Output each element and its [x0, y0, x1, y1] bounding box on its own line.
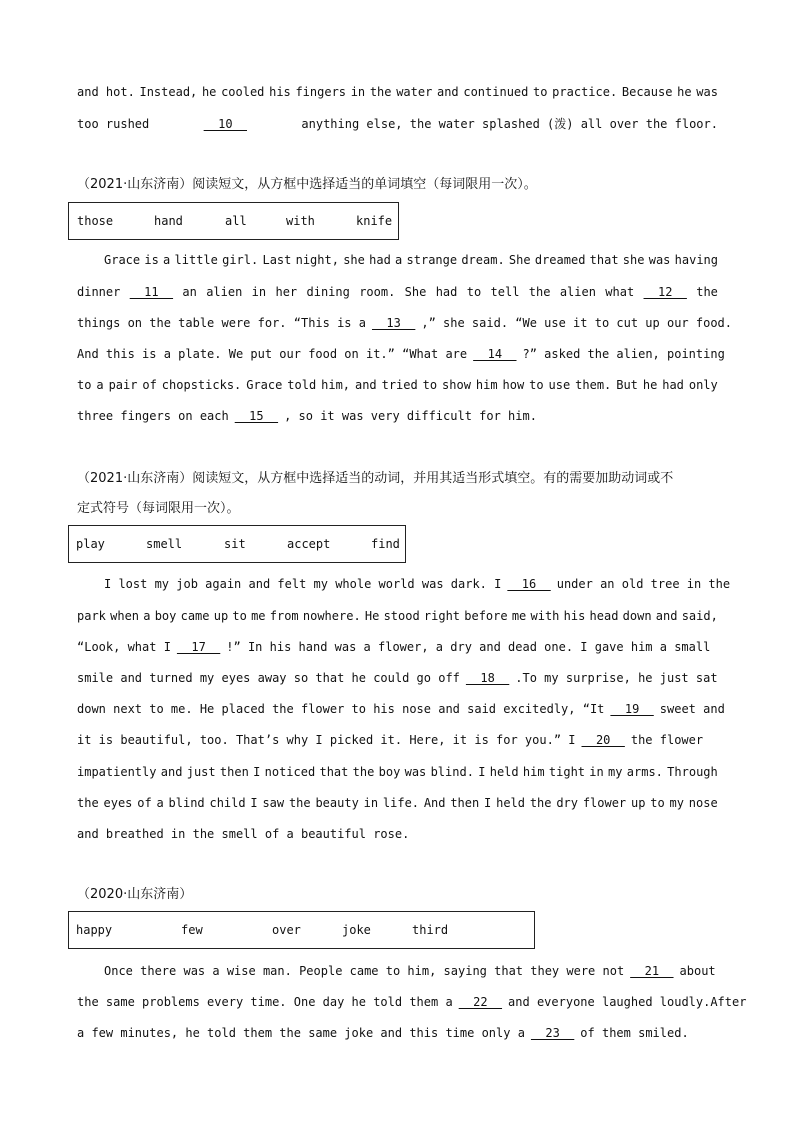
word-option: sit — [224, 537, 246, 551]
word: up — [630, 796, 646, 810]
passage-line — [77, 252, 718, 268]
word: before — [464, 609, 508, 623]
word: my — [669, 796, 684, 810]
word: me — [511, 609, 527, 623]
blank-16[interactable]: 16 — [507, 577, 551, 591]
word: Instead, — [139, 85, 198, 99]
word: tight — [548, 765, 586, 779]
word: right — [423, 609, 461, 623]
word: nose — [688, 796, 718, 810]
blank-19[interactable]: 19 — [610, 702, 654, 716]
word: in — [363, 796, 379, 810]
word: was — [404, 765, 427, 779]
word: I — [250, 796, 258, 810]
word: with — [530, 609, 560, 623]
word: He — [364, 609, 380, 623]
word: room. — [359, 285, 396, 299]
word: and — [436, 85, 459, 99]
word: girl. — [222, 253, 259, 267]
word: a — [395, 253, 403, 267]
word-option: smell — [146, 537, 183, 551]
word: saw — [262, 796, 285, 810]
word: then — [450, 796, 480, 810]
word: he — [642, 378, 658, 392]
word: a — [156, 796, 164, 810]
passage-line: the same problems every time. One day he told them a 22 and everyone laughed loudly.After — [77, 995, 747, 1009]
word-box — [68, 911, 535, 949]
word-option: with — [286, 214, 315, 228]
word: dining — [306, 285, 350, 299]
word: a — [143, 609, 151, 623]
word: and — [655, 609, 678, 623]
word: him, — [321, 378, 351, 392]
word: cooled — [221, 85, 265, 99]
word: of — [142, 378, 157, 392]
word: She — [404, 285, 427, 299]
word-option: joke — [342, 923, 371, 937]
word-option: accept — [287, 537, 331, 551]
word: eyes — [103, 796, 133, 810]
word: chopsticks. — [161, 378, 242, 392]
word: the — [352, 765, 375, 779]
word: tried — [381, 378, 418, 392]
passage-line: three fingers on each 15 , so it was very difficult for him. — [77, 409, 537, 423]
word-option: few — [181, 923, 203, 937]
word: his — [269, 85, 291, 99]
word: noticed — [264, 765, 316, 779]
word: She — [508, 253, 531, 267]
passage-line: and breathed in the smell of a beautiful rose. — [77, 827, 410, 841]
word: and hot. — [77, 85, 135, 99]
word: to — [422, 378, 438, 392]
word: the — [696, 285, 718, 299]
word: the — [529, 796, 552, 810]
word: when — [110, 609, 140, 623]
word: beauty — [315, 796, 359, 810]
word: pair — [108, 378, 138, 392]
word: me — [251, 609, 266, 623]
word: him — [522, 765, 545, 779]
word: dream. — [461, 253, 505, 267]
word: held — [496, 796, 525, 810]
word: that — [589, 253, 619, 267]
blank-12[interactable]: 12 — [643, 285, 687, 299]
word: came — [180, 609, 210, 623]
blank-13[interactable]: 13 — [371, 316, 416, 330]
word-option: those — [77, 214, 114, 228]
passage-line — [77, 84, 718, 100]
word: just — [186, 765, 216, 779]
word: to — [650, 796, 665, 810]
word: tell — [490, 285, 520, 299]
word: she — [343, 253, 365, 267]
word-option: happy — [76, 923, 113, 937]
word: dry — [556, 796, 578, 810]
passage-line — [77, 795, 718, 811]
word: said, — [681, 609, 718, 623]
word: a — [96, 378, 104, 392]
word: I — [478, 765, 486, 779]
word: to — [529, 378, 544, 392]
word: what — [605, 285, 635, 299]
word: from — [269, 609, 299, 623]
word: flower — [582, 796, 627, 810]
section-heading: （2021·山东济南）阅读短文，从方框中选择适当的动词，并用其适当形式填空。有的需要加助动词或不 — [77, 471, 674, 486]
word: dreamed — [534, 253, 586, 267]
passage-line: I lost my job again and felt my whole world was dark. I 16 under an old tree in the — [104, 577, 731, 591]
section-heading: 定式符号（每词限用一次）。 — [77, 501, 240, 516]
passage-line — [77, 608, 718, 624]
word: fingers — [295, 85, 347, 99]
word: Last — [262, 253, 292, 267]
section-heading: （2020·山东济南） — [77, 887, 193, 902]
word: park — [77, 609, 106, 623]
blank-11[interactable]: 11 — [129, 285, 174, 299]
word: Through — [667, 765, 718, 779]
word: that — [319, 765, 349, 779]
word: them. — [575, 378, 612, 392]
word: a — [163, 253, 171, 267]
word: to — [77, 378, 92, 392]
word: alien — [559, 285, 596, 299]
word: life. — [382, 796, 420, 810]
word: his — [563, 609, 586, 623]
word: blind. — [430, 765, 474, 779]
word: in — [589, 765, 604, 779]
word: And — [423, 796, 446, 810]
blank-17[interactable]: 17 — [176, 640, 221, 654]
word: boy — [378, 765, 401, 779]
word: was — [696, 85, 718, 99]
word: is — [144, 253, 159, 267]
word: impatiently — [77, 765, 157, 779]
word-option: over — [272, 923, 301, 937]
word: and — [160, 765, 183, 779]
blank-18[interactable]: 18 — [465, 671, 510, 685]
word: alien — [206, 285, 243, 299]
word: little — [174, 253, 218, 267]
passage-line — [77, 377, 718, 393]
word: told — [287, 378, 317, 392]
word: had — [662, 378, 684, 392]
word: in — [251, 285, 267, 299]
word: night, — [295, 253, 339, 267]
passage-line: down next to me. He placed the flower to his nose and said excitedly, “It 19 sweet and — [77, 702, 725, 716]
word: to — [533, 85, 548, 99]
word: head — [589, 609, 619, 623]
word: the — [77, 796, 99, 810]
word: in — [350, 85, 366, 99]
passage-line: too rushed 10 anything else, the water splashed (泼) all over the floor. — [77, 117, 718, 131]
word: the — [369, 85, 392, 99]
word: how — [502, 378, 525, 392]
word: down — [622, 609, 652, 623]
word: But — [616, 378, 638, 392]
word: blind — [168, 796, 205, 810]
word: an — [182, 285, 197, 299]
word-box — [68, 202, 399, 240]
blank-14[interactable]: 14 — [473, 347, 517, 361]
word: child — [209, 796, 246, 810]
word: boy — [154, 609, 177, 623]
word: to — [466, 285, 482, 299]
word: only — [688, 378, 718, 392]
section-heading: （2021·山东济南）阅读短文，从方框中选择适当的单词填空（每词限用一次）。 — [77, 177, 537, 192]
word: and — [354, 378, 377, 392]
word: Grace — [246, 378, 283, 392]
word: the — [528, 285, 551, 299]
passage-line — [77, 764, 718, 780]
word: stood — [383, 609, 420, 623]
word: had — [435, 285, 458, 299]
word: was — [648, 253, 671, 267]
word: then — [219, 765, 249, 779]
blank-15[interactable]: 15 — [234, 409, 279, 423]
passage-line: smile and turned my eyes away so that he could go off 18 .To my surprise, he just sat — [77, 671, 718, 685]
word: her — [275, 285, 298, 299]
passage-line: it is beautiful, too. That’s why I picked it. Here, it is for you.” I 20 the flower — [77, 733, 704, 747]
word: of — [137, 796, 152, 810]
word: practice. — [552, 85, 618, 99]
word: show — [442, 378, 471, 392]
passage-line: And this is a plate. We put our food on it.” “What are 14 ?” asked the alien, pointing — [77, 347, 725, 361]
passage-line: Once there was a wise man. People came to him, saying that they were not 21 about — [104, 964, 716, 978]
word: Grace — [104, 253, 141, 267]
word: nowhere. — [302, 609, 361, 623]
word: continued — [463, 85, 529, 99]
passage-line: a few minutes, he told them the same joke and this time only a 23 of them smiled. — [77, 1026, 689, 1040]
passage-line: things on the table were for. “This is a 13 ,” she said. “We use it to cut up our food. — [77, 316, 733, 330]
word: I — [253, 765, 261, 779]
word: he — [201, 85, 217, 99]
word: arms. — [626, 765, 663, 779]
word: up — [213, 609, 229, 623]
word: to — [232, 609, 247, 623]
word: Because — [621, 85, 673, 99]
word-option: hand — [154, 214, 183, 228]
word-option: find — [371, 537, 400, 551]
word-box — [68, 525, 406, 563]
word: the — [288, 796, 311, 810]
word: she — [622, 253, 645, 267]
passage-line: “Look, what I 17 !” In his hand was a flower, a dry and dead one. I gave him a small — [77, 640, 711, 654]
word-option: play — [76, 537, 105, 551]
word: he — [677, 85, 692, 99]
word: I — [484, 796, 492, 810]
word: strange — [406, 253, 458, 267]
word-option: knife — [356, 214, 393, 228]
blank-21[interactable]: 21 — [630, 964, 674, 978]
word: my — [608, 765, 623, 779]
passage-line: dinner 11 an alien in her dining room. She had to tell the alien what 12 the — [77, 285, 718, 299]
blank-20[interactable]: 20 — [581, 733, 625, 747]
blank-22[interactable]: 22 — [458, 995, 503, 1009]
word: use — [548, 378, 571, 392]
blank-23[interactable]: 23 — [530, 1026, 575, 1040]
word: water — [396, 85, 433, 99]
word-option: all — [225, 214, 247, 228]
word: held — [489, 765, 519, 779]
blank-10[interactable]: 10 — [203, 117, 247, 131]
word-option: third — [412, 923, 449, 937]
word: having — [674, 253, 718, 267]
word: had — [369, 253, 391, 267]
word: him — [475, 378, 498, 392]
